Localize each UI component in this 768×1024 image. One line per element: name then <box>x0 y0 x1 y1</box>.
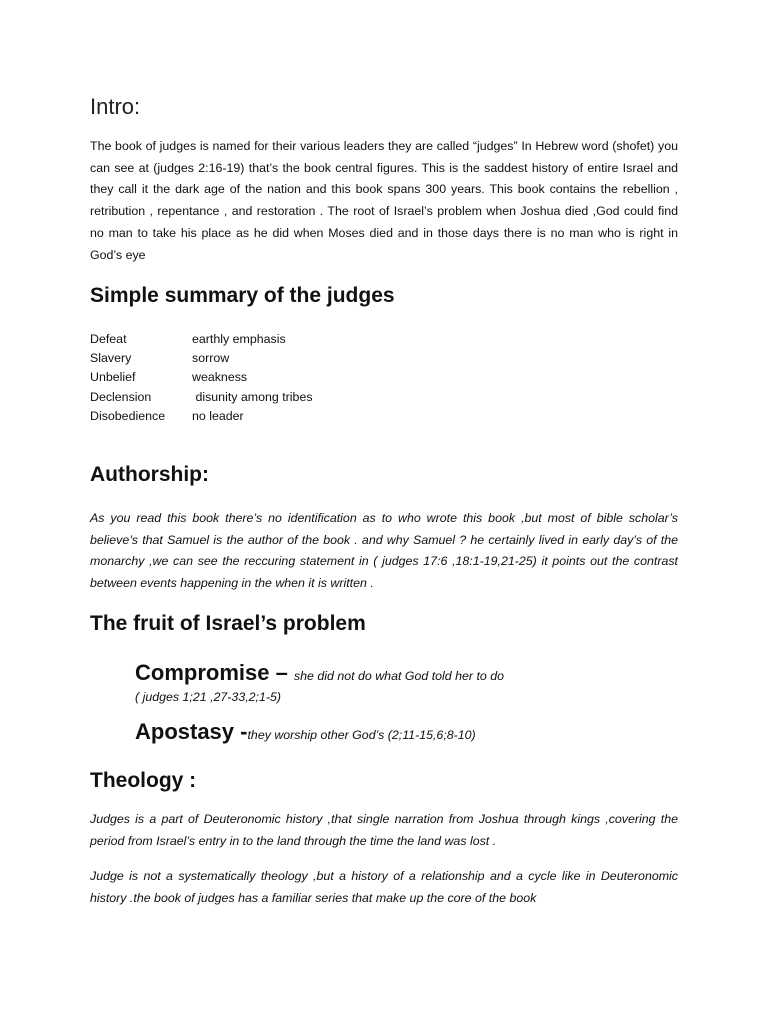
summary-list <box>90 330 313 426</box>
compromise-entry <box>135 660 655 704</box>
summary-term: Slavery <box>90 351 132 366</box>
summary-term: Defeat <box>90 332 127 346</box>
theology-heading: Theology : <box>90 769 197 792</box>
summary-term: Unbelief <box>90 370 136 385</box>
compromise-reference: ( judges 1;21 ,27-33,2;1-5) <box>135 690 282 704</box>
summary-row <box>90 388 313 407</box>
theology-paragraph-2: Judge is not a systematically theology ,but a history of a relationship and a cycle like in Deuteronomic history .the book of judges has a familiar series that make up the core of the book <box>90 869 678 905</box>
compromise-description: she did not do what God told her to do <box>293 669 505 683</box>
summary-heading: Simple summary of the judges <box>90 284 395 307</box>
apostasy-description: they worship other God’s (2;11-15,6;8-10) <box>247 728 476 742</box>
summary-term: Disobedience <box>90 408 166 423</box>
theology-paragraph-1: Judges is a part of Deuteronomic history ,that single narration from Joshua through kings ,covering the period from Israel’s entry in to the land through the time the land was lost . <box>90 812 678 848</box>
fruit-heading: The fruit of Israel’s problem <box>90 612 366 635</box>
summary-meaning: disunity among tribes <box>192 389 313 404</box>
summary-meaning: no leader <box>192 408 244 423</box>
apostasy-entry <box>135 719 655 745</box>
summary-row <box>90 349 313 368</box>
summary-meaning: earthly emphasis <box>192 332 286 346</box>
authorship-heading: Authorship: <box>90 463 209 486</box>
summary-row <box>90 368 313 387</box>
compromise-term: Compromise – <box>135 660 294 685</box>
apostasy-term: Apostasy - <box>135 719 248 744</box>
authorship-paragraph: As you read this book there’s no identification as to who wrote this book ,but most of bible scholar’s believe’s that Samuel is the author of the book . and why Samuel ? he certainly lived in early day’s of the monarchy ,we can see the reccuring statement in ( judges 17:6 ,18:1-19,21-25) it points out the contrast between events happening in the when it is written . <box>90 511 678 591</box>
summary-row <box>90 330 313 349</box>
summary-term: Declension <box>90 389 152 404</box>
summary-meaning: sorrow <box>192 351 230 366</box>
intro-heading: Intro: <box>90 94 141 119</box>
intro-paragraph: The book of judges is named for their various leaders they are called “judges” In Hebrew word (shofet) you can see at (judges 2:16-19) that’s the book central figures. This is the saddest history of entire Israel and they call it the dark age of the nation and this book spans 300 years. This book contains the rebellion , retribution , repentance , and restoration . The root of Israel’s problem when Joshua died ,God could find no man to take his place as he did when Moses died and in those days there is no man who is right in God’s eye <box>90 139 678 262</box>
summary-meaning: weakness <box>192 370 248 385</box>
summary-row <box>90 407 313 426</box>
